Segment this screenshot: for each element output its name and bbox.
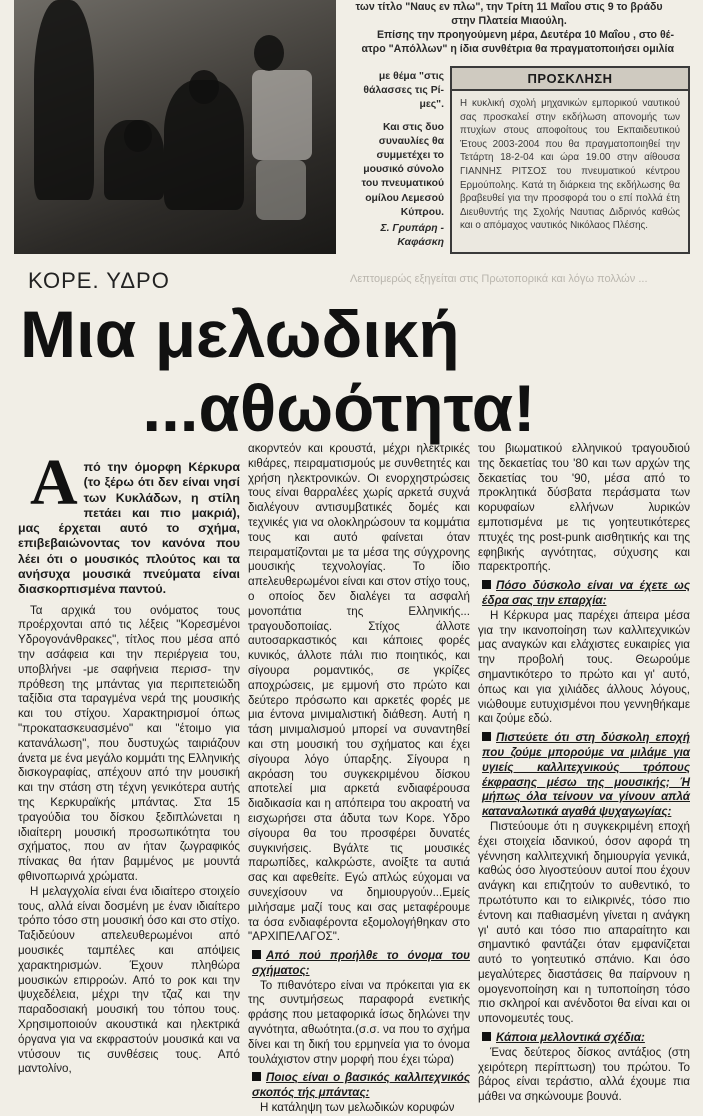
bullet-square-icon (482, 1032, 491, 1041)
interview-answer: Ένας δεύτερος δίσκος αντάξιος (στη χειρότερη περίπτωση) του πρώτου. Το βάρος είναι τεράστιο, αλλά έχουμε πια μάθει να σηκώνουμε βουνά. (478, 1045, 690, 1104)
event-left-column (344, 70, 444, 250)
interview-answer: Το πιθανότερο είναι να πρόκειται για εκ της συντμήσεως παραφορά ενετικής φράσης που μεταφορικά ίσως δηλώνει την αγνότητα, αθωότητα.(σ.σ. να που το σχήμα δίνει και τη δική του ερμηνεία για το όνομα τουλάχιστον στην μορφή που έχει τώρα) (248, 978, 470, 1066)
interview-answer: Η κατάληψη των μελωδικών κορυφών (260, 1101, 455, 1115)
bullet-square-icon (482, 580, 491, 589)
event-line: μες". (419, 99, 444, 111)
interview-question: Ποιος είναι ο βασικός καλλιτεχνικός σκοπός τής μπάντας: (252, 1071, 470, 1100)
paragraph: Τα αρχικά του ονόματος τους προέρχονται από τις λέξεις "Κορεσμένοι Υδρογονάνθρακες", τίτλος που μέσα από την ασάφεια και την περιέργεια του, υποβλήνει -με σαφήνεια περισσ- την πρόθεση της μπάντας για περιπετειώδη ταξίδια στα ταραγμένα νερά της μουσικής και του στίχου. Χαρακτηρισμοί όπως "προκατασκευασμένο" και "έτοιμο για κατανάλωση", που δυστυχώς ταιριάζουν άνετα με ένα μεγάλο κομμάτι της Ελληνικής δισκογραφίας, απέχουν από την μουσική και την στάση στη τέχνη γενικότερα αυτής της Κερκυραϊκής μπάντας. Στα 15 τραγούδια του δίσκου ξεδιπλώνεται η ιδιαίτερη μουσική προσωπικότητα του σχήματος, που αν ήταν ζωγραφικός πίνακας θα ήταν βαμμένος με μουντά φθινοπωρινά χρώματα. (18, 603, 240, 884)
paragraph: Η μελαγχολία είναι ένα ιδιαίτερο στοιχείο τους, αλλά είναι δοσμένη με έναν ιδιαίτερο τρόπο τόσο στη μουσική όσο και στο στίχο. Ταξιδεύουν απελευθερωμένοι από μουσικές ταμπέλες και απόψεις χαρακτηρισμών. Έχουν πληθώρα μουσικών επιρροών. Από το ροκ και την ψυχεδέλεια, μέχρι την τζαζ και την παραδοσιακή μουσική του τόπου τους. Χρησιμοποιούν ακουστικά και ηλεκτρικά όργανα για να εκφραστούν μουσικά και να ντύσουν τις συνθέσεις τους. Από μαντολίνο, (18, 884, 240, 1076)
band-photo (14, 0, 336, 254)
headline-line-2: ...αθωότητα! (142, 371, 536, 445)
interview-question: Από πού προήλθε το όνομα του σχήματος: (252, 949, 470, 977)
drop-cap: Α (30, 446, 78, 519)
interview-question: Κάποια μελλοντικά σχέδια: (478, 1031, 690, 1046)
column-1 (18, 442, 240, 1076)
headline-line-1: Μια μελωδική (20, 297, 460, 371)
bleed-through-text: Λεπτομερώς εξηγείται στις Πρωτοπορικά και λόγω πολλών ... (350, 273, 648, 285)
bullet-square-icon (252, 1072, 261, 1081)
invitation-title: ΠΡΟΣΚΛΗΣΗ (452, 68, 688, 91)
event-line: των τίτλο "Ναυς εν πλω", την Τρίτη 11 Μαΐου στις 9 το βράδυ (355, 1, 663, 13)
interview-answer: Η Κέρκυρα μας παρέχει άπειρα μέσα για την ικανοποίηση των καλλιτεχνικών μας αναγκών και ελάχιστες ευκαιρίες για την προβολή τους. Θεωρούμε σημαντικότερο το πρώτο και γι' αυτό, όπως και για χιλιάδες άλλους λόγους, νιώθουμε ευτυχισμένοι που γεννηθήκαμε και ζούμε εδώ. (478, 608, 690, 726)
column-2 (248, 442, 470, 1115)
paragraph: ακορντεόν και κρουστά, μέχρι ηλεκτρικές κιθάρες, πειραματισμούς με συνθετητές και χρήση ηλεκτρονικών. Οι ενορχηστρώσεις τους είναι θαρραλέες χωρίς αρκετά συχνά διαλέγουν αντισυμβατικές δομές και τεχνικές για να ολοκληρώσουν τα κομμάτια τους και αυτό φαίνεται όταν πειραματίζονται με τα μέσα της σύγχρονης μουσικής τεχνολογίας. Το ίδιο απελευθερωμένοι είναι και στον στίχο τους, ο οποίος δεν διαλέγει τα ασφαλή μονοπάτια της Ελληνικής... τραγουδοποιίας. Στίχος άλλοτε αυτοσαρκαστικός και κάποιες φορές κυνικός, άλλοτε πάλι πιο ποιητικός, και σίγουρα ρομαντικός, σε γκρίζες αποχρώσεις, με εμμονή στο πρώτο και δεύτερο πρόσωπο και αρκετές φορές με μια έντονα μινιμαλιστική διάθεση. Αυτή η τάση μινιμαλισμού μπορεί να συναντηθεί και στη μουσική του σχήματος και έχει σίγουρα λόγο ύπαρξης. Σίγουρα η ακρόαση του συγκεκριμένου δίσκου αποτελεί μια αρκετά ενδιαφέρουσα διαδικασία και η απόπειρα του ακροατή να εισχωρήσει στα άδυτα των Κορε. Υδρο σίγουρα θα του προσφέρει δυνατές συγκινήσεις. Βγάλτε τις μουσικές παρωπίδες, καλκρώστε, ανοίξτε τα αυτιά σας και αφεθείτε. Εγώ απλώς εύχομαι να συνεχίσουν να δημιουργούν...Εμείς μιλήσαμε μαζί τους και σας μεταφέρουμε τα όσα ενδιαφέροντα εξομολογήθηκαν στο "ΑΡΧΙΠΕΛΑΓΟΣ". (248, 442, 470, 944)
invitation-box (450, 66, 690, 254)
top-right-article (344, 0, 698, 258)
event-text (344, 0, 674, 56)
interview-question: Πιστεύετε ότι στη δύσκολη εποχή που ζούμε μπορούμε να μιλάμε για υγιείς καλλιτεχνικούς τρόπους έκφρασης μέσω της μουσικής; Ή μήπως όλα τείνουν να γίνουν απλά καταναλωτικά αγαθά ψυχαγωγίας: (482, 731, 690, 819)
bullet-square-icon (482, 732, 491, 741)
column-3 (478, 442, 690, 1104)
article-body (0, 442, 698, 1115)
event-line: στην Πλατεία Μιαούλη. (451, 15, 567, 27)
lead-paragraph (18, 446, 240, 598)
paragraph: του βιωματικού ελληνικού τραγουδιού της δεκαετίας του '80 και των αρχών της δεκαετίας του '90, μέσα από το προκλητικά δύσβατα περάσματα των κορυφαίων ελλήνων λυρικών εμποτισμένα με τις γοητευτικότερες πτυχές της post-punk αισθητικής και της εφηβικής αγνότητας, σύχυσης και παρεκτροπής. (478, 442, 690, 574)
event-line: Και στις δυο συναυλίες θα συμμετέχει το μουσικό σύνολο του πνευματικού ομίλου Λεμεσού Κύπρου. (361, 121, 444, 218)
event-line: ατρο "Απόλλων" η ίδια συνθέτρια θα πραγματοποιήσει ομιλία (361, 43, 674, 55)
interview-answer: Πιστεύουμε ότι η συγκεκριμένη εποχή έχει στοιχεία ιδανικού, όσον αφορά τη γέννηση καλλιτεχνική δημιουργία γενικά, καθώς όσο λιγοστεύουν αυτοί που έχουν ανάγκη και επιζητούν το αυθεντικό, το πρωτότυπο και το ειλικρινές, τόσο πιο έντονη και παθιασμένη γίνεται η ανάγκη γι' αυτό και τόσο πιο απαραίτητο και σημαντικό φαντάζει όταν εμφανίζεται αυτό το γοητευτικό σπάνιο. Και όσο μεγαλύτερες διαστάσεις θα παίρνουν η ομογενοποίηση και η τυποποίηση τόσο πιο σκληροί και ανένδοτοι θα είναι και οι υπονομευτές τους. (478, 819, 690, 1026)
kicker: ΚΟΡΕ. ΥΔΡΟ (28, 268, 170, 293)
event-line: με θέμα "στις θάλασσες τις Ρί- (363, 71, 444, 97)
invitation-body: Η κυκλική σχολή μηχανικών εμπορικού ναυτικού σας προσκαλεί στην εκδήλωση απονομής των πτυχίων στους αποφοίτους του Εκπαιδευτικού Έτους 2003-2004 που θα πραγματοποιηθεί την Τετάρτη 18-2-04 και ώρα 19.00 στην αίθουσα ΓΙΑΝΝΗΣ ΡΙΤΣΟΣ του πνευματικού κέντρου Ερμούπολης. Κατά τη διάρκεια της εκδήλωσης θα βραβευθεί για την προσφορά του ο επί πολλά έτη Διευθυντής της Σχολής Ναυτιας Διδρινός καθώς και ο απόμαχος ναυτικός Νικόλαος Πλέσης. (460, 98, 680, 232)
bullet-square-icon (252, 950, 261, 959)
signature: Σ. Γρυπάρη - Καφάσκη (380, 223, 444, 249)
headline (20, 297, 703, 445)
lead-text: πό την όμορφη Κέρκυρα (το ξέρω ότι δεν είναι νησί των Κυκλάδων, η στίλη πετάει και πιο μακριά), μας έρχεται αυτό το σχήμα, επιβεβαιώνοντας τον κανόνα που λέει ότι ο μουσικός πλούτος και τα ανήσυχα μουσικά πνεύματα είναι διασκορπισμένα παντού. (18, 460, 240, 597)
event-line: Επίσης την προηγούμενη μέρα, Δευτέρα 10 Μαΐου , στο θέ- (376, 29, 674, 41)
interview-question: Πόσο δύσκολο είναι να έχετε ως έδρα σας την επαρχία: (482, 579, 690, 607)
